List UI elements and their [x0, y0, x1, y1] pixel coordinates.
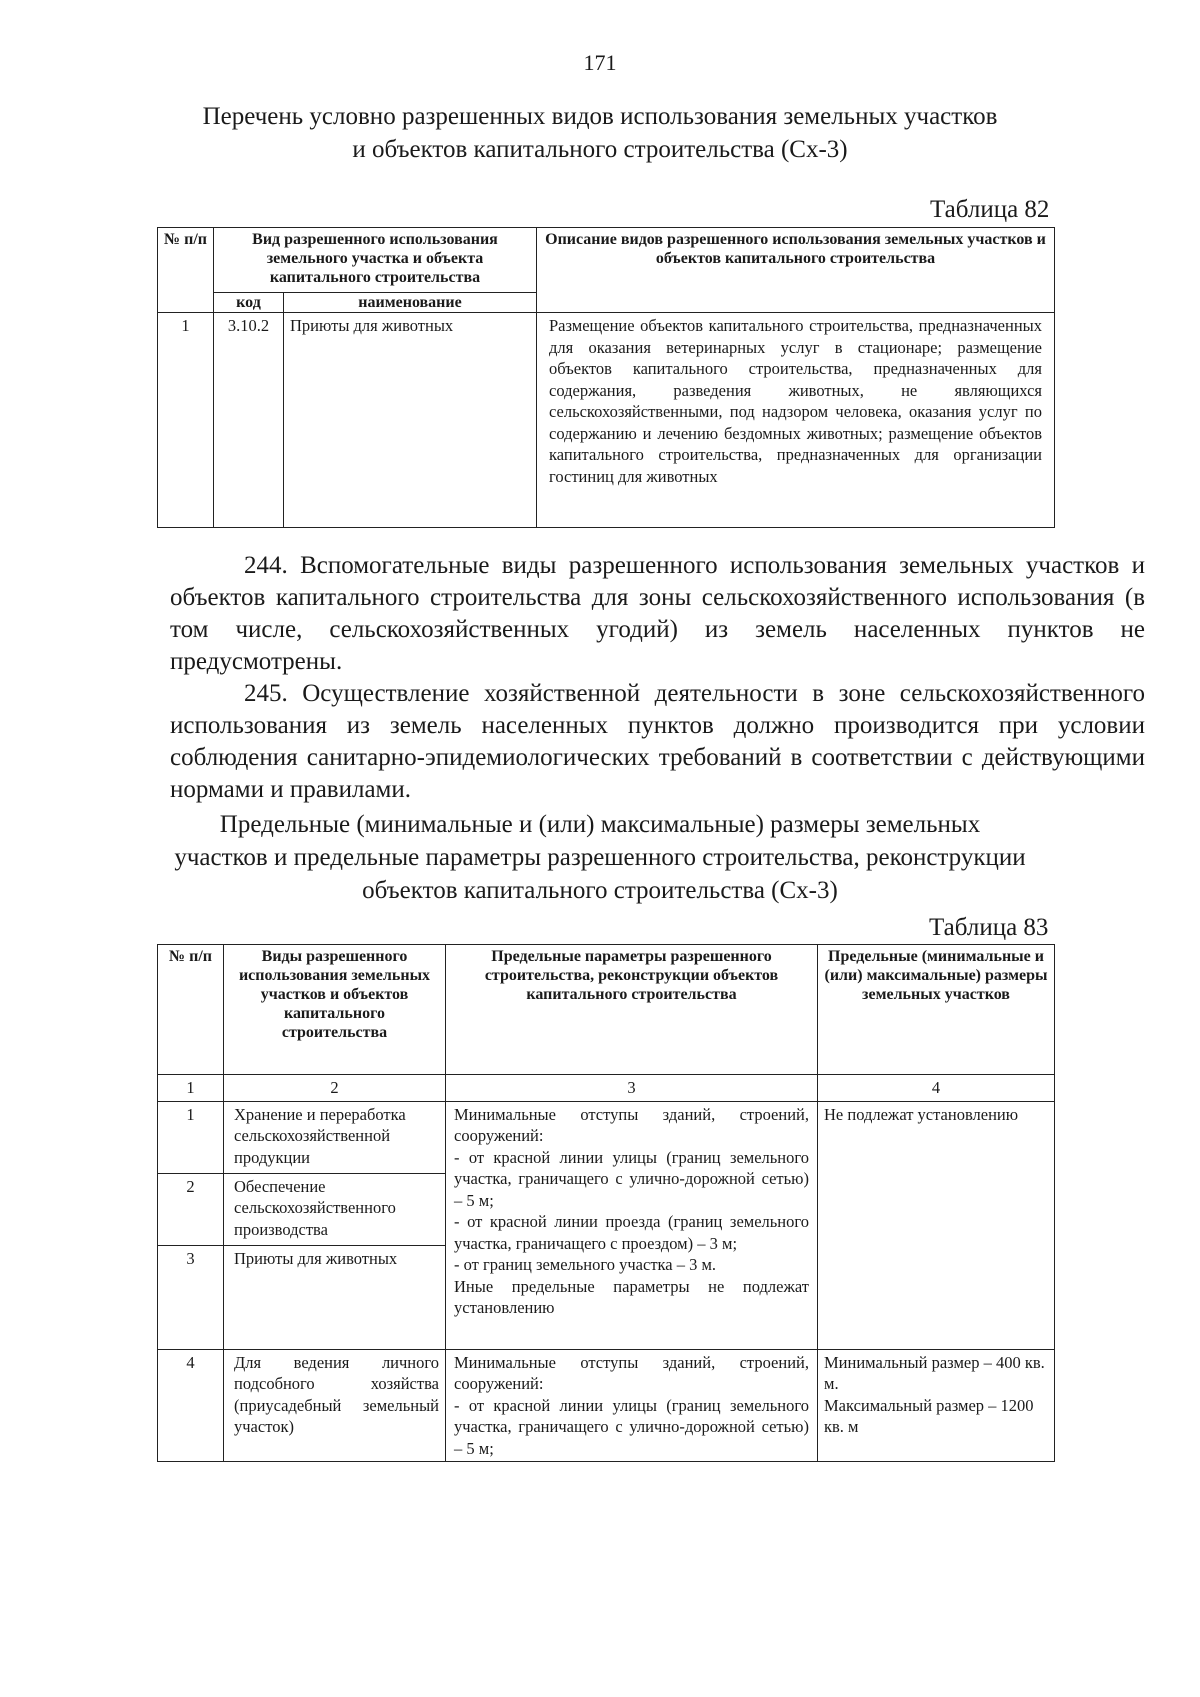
params-line: - от красной линии проезда (границ земельного участка, граничащего с проездом) – 3 м; — [454, 1212, 809, 1253]
header-kod: код — [214, 293, 284, 313]
section-title-line: и объектов капитального строительства (Сх-3) — [352, 136, 848, 163]
params-line: Минимальные отступы зданий, строений, сооружений: — [454, 1352, 809, 1393]
cell-num: 3 — [158, 1245, 224, 1349]
header-num: № п/п — [158, 945, 224, 1075]
paragraph-244: 244. Вспомогательные виды разрешенного использования земельных участков и объектов капитального строительства для зоны сельскохозяйственного использования (в том числе, сельскохозяйственных угодий) из земель населенных пунктов не предусмотрены. — [170, 552, 1145, 675]
cell-num: 4 — [158, 1349, 224, 1462]
header-sizes: Предельные (минимальные и (или) максимальные) размеры земельных участков — [818, 945, 1055, 1075]
cell-num: 1 — [158, 1101, 224, 1173]
cell-kod: 3.10.2 — [214, 313, 284, 528]
params-line: - от красной линии улицы (границ земельного участка, граничащего с улично-дорожной сетью) – 5 м; — [454, 1395, 809, 1458]
cell-name: Обеспечение сельскохозяйственного производства — [224, 1173, 446, 1245]
section-title-line: Предельные (минимальные и (или) максимальные) размеры земельных — [219, 811, 981, 838]
paragraph-245: 245. Осуществление хозяйственной деятельности в зоне сельскохозяйственного использования из земель населенных пунктов должно производится при условии соблюдения санитарно-эпидемиологических требований в соответствии с действующими нормами и правилами. — [170, 680, 1145, 803]
cell-sizes — [818, 1349, 1055, 1462]
column-number: 1 — [158, 1075, 224, 1102]
section-title-line: Перечень условно разрешенных видов использования земельных участков — [202, 103, 998, 130]
sizes-line: Максимальный размер – 1200 кв. м — [824, 1395, 1034, 1436]
cell-name: Приюты для животных — [284, 313, 537, 528]
params-line: Иные предельные параметры не подлежат установлению — [454, 1276, 809, 1317]
page-number: 171 — [583, 50, 617, 75]
header-vidy: Виды разрешенного использования земельных участков и объектов капитального строительства — [224, 945, 446, 1075]
sizes-line: Минимальный размер – 400 кв. м. — [824, 1352, 1045, 1393]
header-params: Предельные параметры разрешенного строительства, реконструкции объектов капитального строительства — [446, 945, 818, 1075]
section-title-line: объектов капитального строительства (Сх-3) — [362, 877, 838, 904]
table-row — [158, 1349, 1055, 1462]
params-line: - от границ земельного участка – 3 м. — [454, 1255, 717, 1274]
table-83-caption: Таблица 83 — [929, 914, 1049, 941]
cell-name: Хранение и переработка сельскохозяйственной продукции — [224, 1101, 446, 1173]
section-title-line: участков и предельные параметры разрешенного строительства, реконструкции — [174, 844, 1026, 871]
header-num: № п/п — [158, 228, 214, 313]
column-number: 4 — [818, 1075, 1055, 1102]
cell-name: Приюты для животных — [224, 1245, 446, 1349]
cell-description: Размещение объектов капитального строительства, предназначенных для оказания ветеринарных услуг в стационаре; размещение объектов капитального строительства, предназначенных для содержания, разведения животных, не являющихся сельскохозяйственными, под надзором человека, оказания услуг по содержанию и лечению бездомных животных; размещение объектов капитального строительства, предназначенных для организации гостиниц для животных — [537, 313, 1055, 528]
table-83 — [157, 944, 1055, 1462]
section-title-limits — [0, 808, 1200, 907]
params-line: - от красной линии улицы (границ земельного участка, граничащего с улично-дорожной сетью) – 5 м; — [454, 1147, 809, 1210]
table-82-caption: Таблица 82 — [930, 196, 1050, 223]
cell-params-group — [446, 1101, 818, 1349]
table-82 — [157, 227, 1055, 528]
column-number: 2 — [224, 1075, 446, 1102]
header-vid: Вид разрешенного использования земельного участка и объекта капитального строительства — [214, 228, 537, 293]
table-row — [158, 1101, 1055, 1173]
cell-num: 2 — [158, 1173, 224, 1245]
cell-sizes-group: Не подлежат установлению — [818, 1101, 1055, 1349]
section-title-conditional-uses — [0, 100, 1200, 166]
cell-num: 1 — [158, 313, 214, 528]
column-number: 3 — [446, 1075, 818, 1102]
table-row — [158, 313, 1055, 528]
header-opis: Описание видов разрешенного использования земельных участков и объектов капитального строительства — [537, 228, 1055, 313]
header-naim: наименование — [284, 293, 537, 313]
params-line: Минимальные отступы зданий, строений, сооружений: — [454, 1104, 809, 1145]
cell-params — [446, 1349, 818, 1462]
cell-name: Для ведения личного подсобного хозяйства (приусадебный земельный участок) — [224, 1349, 446, 1462]
